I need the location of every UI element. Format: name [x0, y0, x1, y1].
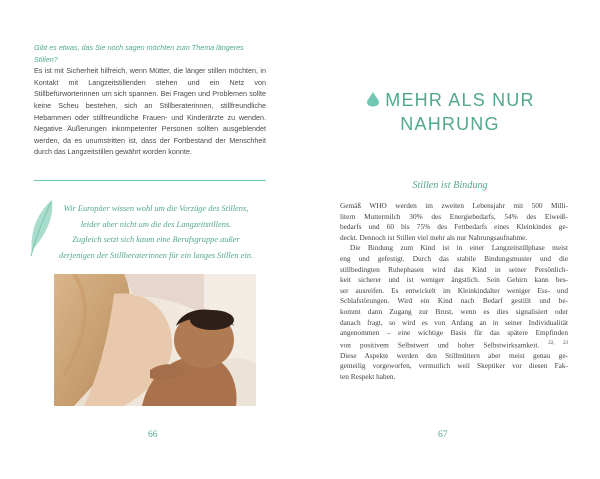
pull-quote [48, 201, 264, 263]
text-line: litern Muttermilch 30% des Energiebedarfs, 54% des Eiweiß- [340, 211, 568, 221]
text-line: von positivem Selbstwert und hoher Selbstwirksamkeit. [340, 340, 540, 350]
quote-line: Wir Europäer wissen wohl um die Vorzüge des Stillens, [63, 204, 249, 213]
text-line: keit sicherer und ist weniger ängstlich. Sein Gehirn kann bes- [340, 275, 568, 285]
quote-line: Zugleich setzt sich kaum eine Berufsgruppe außer [72, 235, 240, 245]
section-divider [34, 180, 266, 181]
breastfeeding-photo [54, 274, 256, 406]
drop-icon [365, 91, 381, 107]
interview-question: Gibt es etwas, das Sie noch sagen möchten zum Thema längeres Stillen? [34, 43, 244, 64]
interview-answer: Es ist mit Sicherheit hilfreich, wenn Mütter, die länger stillen möchten, in Kontakt mit Langzeitstillenden stehen und ein Netz von Stillbefürworterinnen um sich spannen. Bei Fragen und Problemen sollte keine Scheu bestehen, sich an Stillberaterinnen, stillfreundliche Hebammen oder stillfreundliche Frauen- und Kinderärzte zu wenden. Negative Äußerungen inkompetenter Personen sollten ausgeblendet werden, da es unumstritten ist, dass der Fortbestand der Menschheit durch das Langzeitstillen gewährt worden konnte. [34, 66, 266, 157]
chapter-heading [300, 88, 600, 136]
text-line: ser ausreifen. Es entwickelt im Kleinkindalter weniger Ess- und [340, 285, 568, 295]
interview-block [34, 42, 266, 158]
section-subheading: Stillen ist Bindung [412, 180, 488, 191]
footnote-marker: 22, 23 [548, 340, 569, 346]
text-line: genteilig vorgeworfen, vermutlich weil Skeptiker vor diesen Fak- [340, 361, 568, 371]
quote-line: derjenigen der Stillberaterinnen für ein langes Stillen ein. [59, 250, 253, 260]
body-text [340, 201, 568, 383]
heading-line: MEHR ALS NUR [385, 90, 535, 110]
text-line: stillbedingten Ruhephasen wird das Kind in seiner Persönlich- [340, 264, 568, 274]
text-line: ten Respekt haben. [340, 371, 396, 381]
photo-illustration [54, 274, 256, 406]
text-line: angenommen – eine wichtige Basis für das spätere Empfinden [340, 328, 568, 338]
text-line: Die Bindung zum Kind ist in einer Langzeitstillphase meist [350, 243, 568, 253]
quote-line: leider aber nicht um die des Langzeitstillens. [80, 219, 232, 229]
page-number: 67 [438, 430, 448, 440]
text-line: deckt. Dennoch ist Stillen viel mehr als nur Nahrungsaufnahme. [340, 232, 528, 242]
text-line: Schlafstörungen. Wird ein Kind nach Bedarf gestillt und be- [340, 296, 568, 306]
text-line: kommt dann Zugang zur Brust, wenn es dies signalisiert oder [340, 306, 568, 316]
text-line: danach fragt, so wird es von Anfang an in seiner Individualität [340, 317, 568, 327]
text-line-with-footnote [340, 339, 568, 351]
right-page [300, 0, 600, 479]
heading-line: NAHRUNG [400, 114, 500, 134]
page-number: 66 [148, 430, 158, 440]
text-line: eng und gefestigt. Durch das stabile Bindungsmuster und die [340, 253, 568, 263]
text-line: Diese Aspekte werden den Stillmüttern aber meist genau ge- [340, 350, 568, 360]
text-line: bedarfs und 60 bis 75% des Fettbedarfs eines Kleinkindes ge- [340, 222, 568, 232]
text-line: Gemäß WHO werden im zweiten Lebensjahr mit 500 Milli- [340, 201, 568, 210]
